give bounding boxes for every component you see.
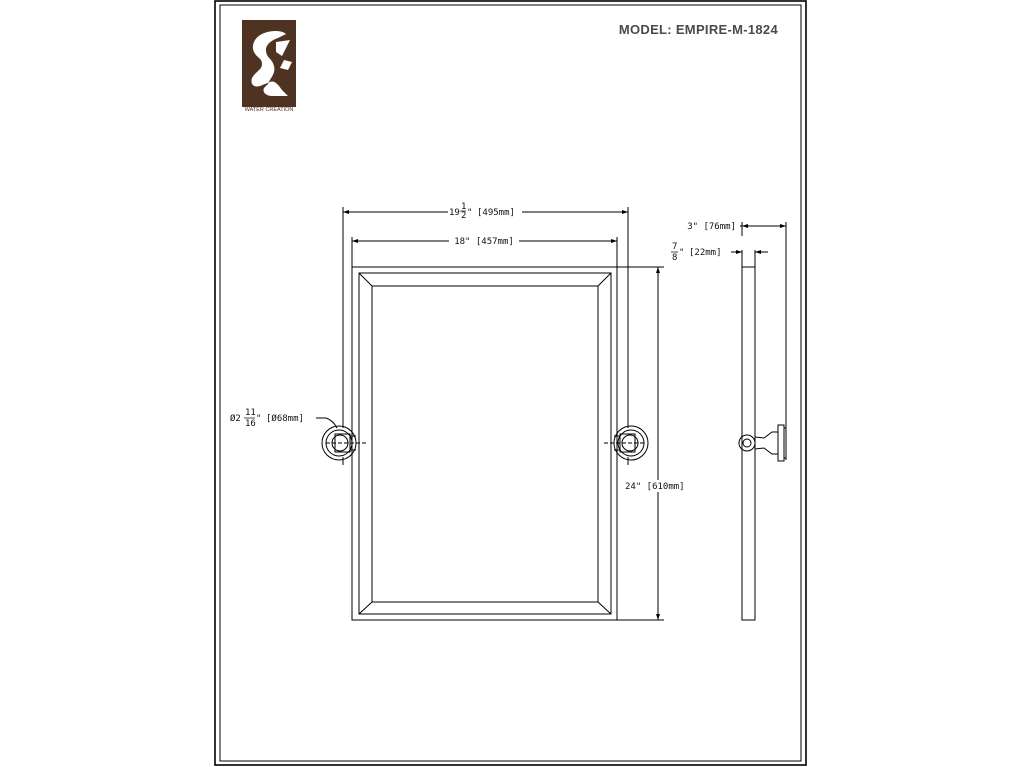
- dim-frame-width-label: 18" [457mm]: [454, 237, 514, 247]
- dim-mount-diameter-unit: ": [256, 414, 262, 424]
- dim-mount-diameter-frac-den: 16: [245, 419, 256, 429]
- dim-projection-label: 3" [76mm]: [687, 222, 736, 232]
- dim-frame-depth-frac-num: 7: [672, 242, 678, 252]
- dim-overall-width-whole: 19: [449, 208, 460, 218]
- dim-frame-depth-frac-den: 8: [672, 253, 678, 263]
- dim-frame-depth-unit: ": [679, 248, 685, 258]
- dim-mount-diameter-metric: [Ø68mm]: [266, 414, 304, 424]
- dim-overall-width-frac-den: 2: [461, 211, 467, 221]
- dim-overall-width-metric: [495mm]: [477, 208, 515, 218]
- logo-caption: WATER CREATION: [244, 107, 294, 113]
- model-label: MODEL: EMPIRE-M-1824: [618, 22, 778, 37]
- dim-mount-diameter-frac-num: 11: [245, 408, 256, 418]
- brand-logo: [242, 20, 296, 113]
- dim-overall-width-frac-num: 1: [461, 202, 467, 212]
- dim-overall-width-unit: ": [467, 208, 473, 218]
- dim-mount-diameter-prefix: Ø2: [230, 414, 241, 424]
- dim-height-label: 24" [610mm]: [625, 482, 685, 492]
- dim-frame-depth-metric: [22mm]: [689, 248, 722, 258]
